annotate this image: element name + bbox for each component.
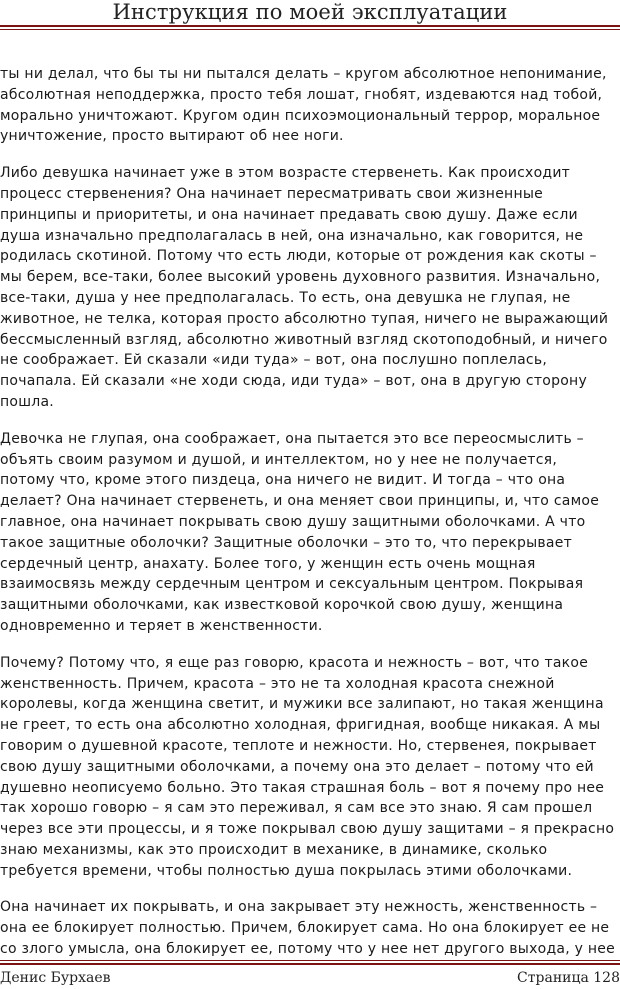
page-number: Страница 128 <box>517 970 620 986</box>
page-header <box>0 0 620 32</box>
header-rule-thick <box>0 25 620 27</box>
page-footer <box>0 968 620 989</box>
page-title: Инструкция по моей эксплуатации <box>112 0 508 24</box>
paragraph: ты ни делал, что бы ты ни пытался делать – кругом абсолютное непонимание, абсолютная неподдержка, просто тебя лошат, гнобят, издеваются над тобой, морально уничтожают. Кругом один психоэмоциональный террор, моральное уничтожение, просто вытирают об нее ноги. <box>0 66 607 145</box>
paragraph: Почему? Потому что, я еще раз говорю, красота и нежность – вот, что такое женственность. Причем, красота – это не та холодная красота снежной королевы, когда женщина светит, и мужики все залипают, но такая женщина не греет, то есть она абсолютно холодная, фригидная, вообще никакая. А мы говорим о душевной красоте, теплоте и нежности. Но, стервенея, покрывает свою душу защитными оболочками, а почему она это делает – потому что ей душевно неописуемо больно. Это такая страшная боль – вот я почему про нее так хорошо говорю – я сам это переживал, я сам все это знаю. Я сам прошел через все эти процессы, и я тоже покрывал свою душу защитами – я прекрасно знаю механизмы, как это происходит в механике, в динамике, сколько требуется времени, чтобы полностью душа покрылась этими оболочками. <box>0 654 615 879</box>
paragraph: Либо девушка начинает уже в этом возрасте стервенеть. Как происходит процесс стервенения? Она начинает пересматривать свои жизненные принципы и приоритеты, и она начинает предавать свою душу. Даже если душа изначально предполагалась в ней, она изначально, как говорится, не родилась скотиной. Потому что есть люди, которые от рождения как скоты – мы берем, все-таки, более высокий уровень духовного развития. Изначально, все-таки, душа у нее предполагалась. То есть, она девушка не глупая, не животное, не телка, которая просто абсолютно тупая, ничего не выражающий бессмысленный взгляд, абсолютно животный взгляд скотоподобный, и ничего не соображает. Ей сказали «иди туда» – вот, она послушно поплелась, почапала. Ей сказали «не ходи сюда, иди туда» – вот, она в другую сторону пошла. <box>0 165 609 410</box>
paragraph: Девочка не глупая, она соображает, она пытается это все переосмыслить – объять своим разумом и душой, и интеллектом, но у нее не получается, потому что, кроме этого пиздеца, она ничего не видит. И тогда – что она делает? Она начинает стервенеть, и она меняет свои принципы, и, что самое главное, она начинает покрывать свою душу защитными оболочками. А что такое защитные оболочки? Защитные оболочки – это то, что перекрывает сердечный центр, анахату. Более того, у женщин есть очень мощная взаимосвязь между сердечным центром и сексуальным центром. Покрывая защитными оболочками, как известковой корочкой свою душу, женщина одновременно и теряет в женственности. <box>0 430 600 634</box>
header-rule-thin <box>0 29 620 30</box>
footer-author: Денис Бурхаев <box>0 970 111 986</box>
footer-rule-thick <box>0 963 620 965</box>
paragraph: Она начинает их покрывать, и она закрывает эту нежность, женственность – она ее блокирует полностью. Причем, блокирует сама. Но она блокирует ее не со злого умысла, она блокирует ее, потому что у нее нет другого выхода, у нее <box>0 899 615 958</box>
footer-rule-thin <box>0 960 620 961</box>
page-body <box>0 64 616 976</box>
